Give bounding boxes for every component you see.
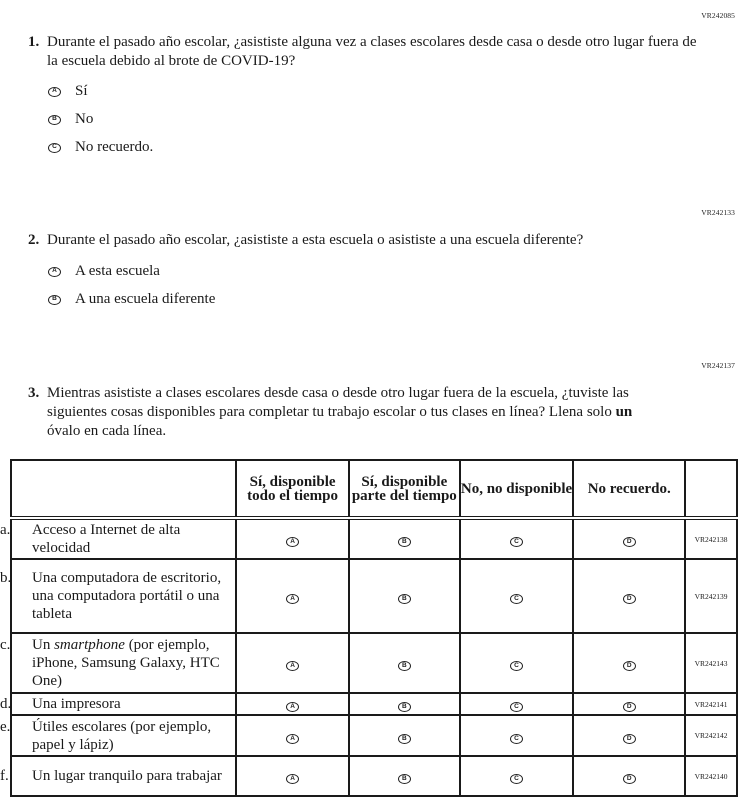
row-code: VR242141 xyxy=(685,693,737,715)
table-row xyxy=(11,715,737,756)
question-number: 2. xyxy=(28,232,40,248)
question-text: Durante el pasado año escolar, ¿asististe a esta escuela o asististe a una escuela diferente? xyxy=(47,232,584,248)
question-code: VR242133 xyxy=(701,208,735,217)
grid-header: No, no disponible xyxy=(460,460,574,518)
bubble-d-icon[interactable]: D xyxy=(623,661,636,671)
bubble-a-icon[interactable]: A xyxy=(48,87,61,97)
bubble-d-icon[interactable]: D xyxy=(623,594,636,604)
option-label: No xyxy=(75,111,94,127)
question-text: Mientras asististe a clases escolares desde casa o desde otro lugar fuera de la escuela, ¿tuviste las siguientes cosas disponibles para completar tu trabajo escolar o tus clases en línea? Llena solo un óvalo en cada línea. xyxy=(47,385,633,439)
option-label: No recuerdo. xyxy=(75,139,154,155)
grid-header: Sí, disponible parte del tiempo xyxy=(349,460,460,518)
question-number: 1. xyxy=(28,34,40,50)
option-si[interactable] xyxy=(48,82,88,101)
question-3 xyxy=(28,384,668,441)
bubble-b-icon[interactable]: B xyxy=(398,702,411,712)
option-label: A esta escuela xyxy=(75,263,160,279)
bubble-c-icon[interactable]: C xyxy=(510,537,523,547)
bubble-b-icon[interactable]: B xyxy=(48,295,61,305)
option-label: Sí xyxy=(75,83,88,99)
availability-grid xyxy=(0,459,738,797)
table-row xyxy=(11,518,737,559)
row-label: d. Una impresora xyxy=(11,693,236,715)
row-code: VR242140 xyxy=(685,756,737,796)
bubble-c-icon[interactable]: C xyxy=(48,143,61,153)
question-code: VR242085 xyxy=(701,11,735,20)
grid-header: No recuerdo. xyxy=(573,460,685,518)
bubble-a-icon[interactable]: A xyxy=(286,661,299,671)
bubble-d-icon[interactable]: D xyxy=(623,734,636,744)
bubble-c-icon[interactable]: C xyxy=(510,594,523,604)
question-number: 3. xyxy=(28,385,40,401)
bubble-b-icon[interactable]: B xyxy=(398,661,411,671)
emphasis-text: un xyxy=(615,404,633,420)
bubble-b-icon[interactable]: B xyxy=(398,594,411,604)
table-row xyxy=(11,756,737,796)
grid-header-code xyxy=(685,460,737,518)
bubble-c-icon[interactable]: C xyxy=(510,702,523,712)
question-text: Durante el pasado año escolar, ¿asististe alguna vez a clases escolares desde casa o desde otro lugar fuera de la escuela debido al brote de COVID-19? xyxy=(47,34,697,69)
row-code: VR242143 xyxy=(685,633,737,693)
row-code: VR242142 xyxy=(685,715,737,756)
table-row xyxy=(11,633,737,693)
question-2 xyxy=(28,231,708,250)
option-no-recuerdo[interactable] xyxy=(48,138,153,157)
grid-header-empty xyxy=(11,460,236,518)
row-code: VR242139 xyxy=(685,559,737,633)
bubble-c-icon[interactable]: C xyxy=(510,734,523,744)
bubble-b-icon[interactable]: B xyxy=(398,734,411,744)
table-row xyxy=(11,559,737,633)
bubble-a-icon[interactable]: A xyxy=(286,774,299,784)
row-label: a. Acceso a Internet de alta velocidad xyxy=(11,518,236,559)
question-1 xyxy=(28,33,708,71)
row-label: e. Útiles escolares (por ejemplo, papel y lápiz) xyxy=(11,715,236,756)
bubble-a-icon[interactable]: A xyxy=(48,267,61,277)
bubble-d-icon[interactable]: D xyxy=(623,537,636,547)
grid-header-row xyxy=(11,460,737,518)
bubble-b-icon[interactable]: B xyxy=(398,537,411,547)
option-escuela-diferente[interactable] xyxy=(48,290,215,309)
table-row xyxy=(11,693,737,715)
row-code: VR242138 xyxy=(685,518,737,559)
bubble-d-icon[interactable]: D xyxy=(623,774,636,784)
bubble-a-icon[interactable]: A xyxy=(286,594,299,604)
bubble-c-icon[interactable]: C xyxy=(510,661,523,671)
option-no[interactable] xyxy=(48,110,93,129)
bubble-d-icon[interactable]: D xyxy=(623,702,636,712)
option-esta-escuela[interactable] xyxy=(48,262,160,281)
bubble-c-icon[interactable]: C xyxy=(510,774,523,784)
bubble-b-icon[interactable]: B xyxy=(398,774,411,784)
question-code: VR242137 xyxy=(701,361,735,370)
bubble-b-icon[interactable]: B xyxy=(48,115,61,125)
option-label: A una escuela diferente xyxy=(75,291,216,307)
row-label: b. Una computadora de escritorio, una computadora portátil o una tableta xyxy=(11,559,236,633)
bubble-a-icon[interactable]: A xyxy=(286,702,299,712)
grid-header: Sí, disponible todo el tiempo xyxy=(236,460,349,518)
row-label: c. Un smartphone (por ejemplo, iPhone, Samsung Galaxy, HTC One) xyxy=(11,633,236,693)
bubble-a-icon[interactable]: A xyxy=(286,734,299,744)
bubble-a-icon[interactable]: A xyxy=(286,537,299,547)
row-label: f. Un lugar tranquilo para trabajar xyxy=(11,756,236,796)
